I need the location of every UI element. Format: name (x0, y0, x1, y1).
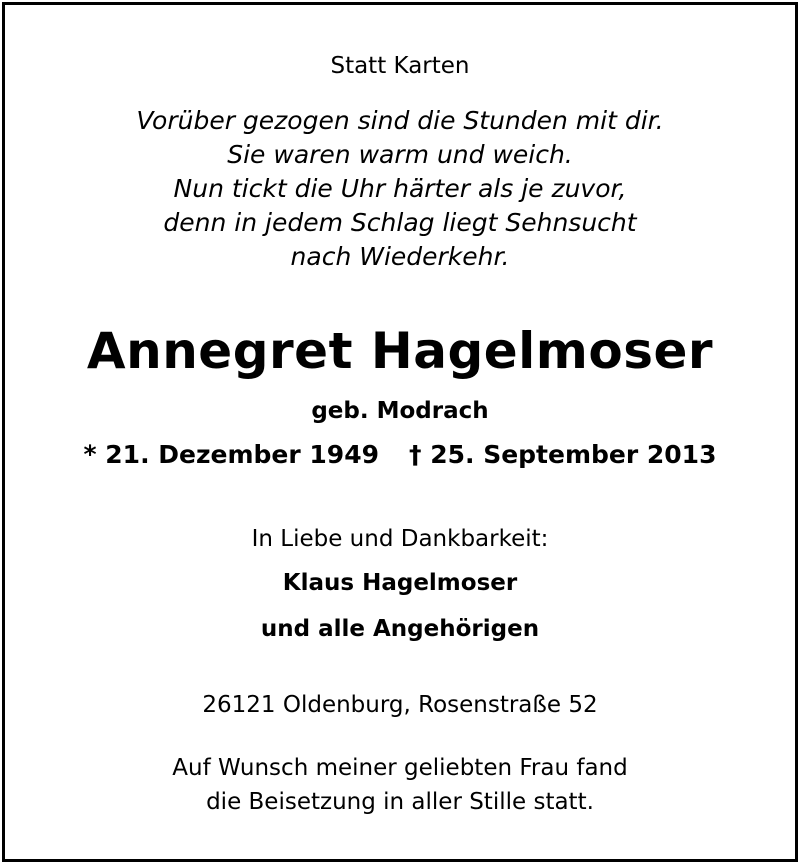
address: 26121 Oldenburg, Rosenstraße 52 (202, 692, 598, 718)
birth-date: * 21. Dezember 1949 (83, 440, 379, 469)
poem-line: Nun tickt die Uhr härter als je zuvor, (173, 174, 627, 203)
closing-note-line: Auf Wunsch meiner geliebten Frau fand (172, 755, 628, 781)
mourner-name: Klaus Hagelmoser (282, 570, 518, 596)
mourners-intro: In Liebe und Dankbarkeit: (251, 526, 549, 552)
poem-line: denn in jedem Schlag liegt Sehnsucht (163, 208, 637, 237)
poem-line: Sie waren warm und weich. (227, 140, 573, 169)
header-text: Statt Karten (330, 53, 470, 79)
death-date: † 25. September 2013 (409, 440, 717, 469)
closing-note-line: die Beisetzung in aller Stille statt. (206, 789, 594, 815)
deceased-name: Annegret Hagelmoser (86, 322, 714, 380)
poem-line: nach Wiederkehr. (290, 242, 510, 271)
life-dates (0, 442, 800, 467)
birth-name: geb. Modrach (311, 398, 489, 424)
mourner-name: und alle Angehörigen (260, 616, 540, 642)
poem-line: Vorüber gezogen sind die Stunden mit dir. (136, 106, 664, 135)
